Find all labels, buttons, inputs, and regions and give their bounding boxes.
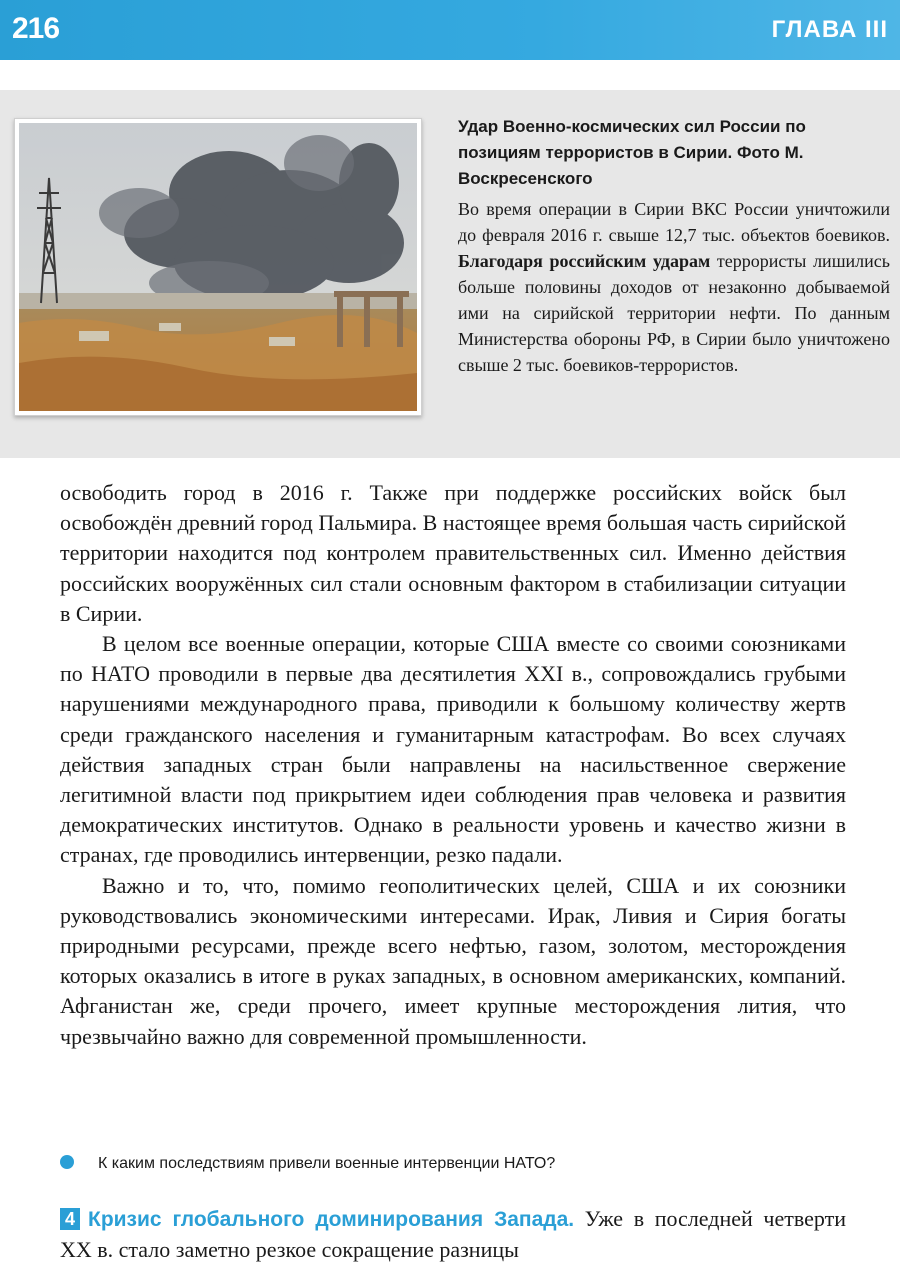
- caption-body-part-2: террористы лишились больше половины доходов от незаконно добываемой ими на сирийской территории нефти. По данным Министерства обороны РФ, в Сирии было уничтожено свыше 2 тыс. боевиков-террористов.: [458, 251, 890, 375]
- bullet-dot-icon: [60, 1155, 74, 1169]
- review-question: [60, 1152, 846, 1176]
- photo-airstrike-smoke: [19, 123, 417, 411]
- section-text: Уже в последней четверти XX в. стало заметно резкое сокращение разницы: [60, 1206, 846, 1262]
- caption-title: Удар Военно-космических сил России по позициям террористов в Сирии. Фото М. Воскресенского: [458, 117, 806, 188]
- caption-body-bold: Благодаря российским ударам: [458, 251, 711, 271]
- caption-body: [458, 196, 890, 378]
- section-number: 4: [60, 1208, 80, 1230]
- photo-frame: [14, 118, 422, 416]
- chapter-label: ГЛАВА III: [771, 16, 888, 43]
- question-text: К каким последствиям привели военные интервенции НАТО?: [98, 1155, 556, 1172]
- page-header: [0, 0, 900, 60]
- photo-panel: [0, 90, 900, 458]
- section-4: [60, 1204, 846, 1265]
- section-title: Кризис глобального доминирования Запада.: [88, 1208, 575, 1231]
- caption-body-part-1: Во время операции в Сирии ВКС России уничтожили до февраля 2016 г. свыше 12,7 тыс. объектов боевиков.: [458, 199, 890, 245]
- paragraph-2: В целом все военные операции, которые США вместе со своими союзниками по НАТО проводили в первые два десятилетия XXI в., сопровождались грубыми нарушениями международного права, приводили к большому количеству жертв среди гражданского населения и гуманитарным катастрофам. Во всех случаях действия западных стран были направлены на насильственное свержение легитимной власти под прикрытием идеи соблюдения прав человека и развития демократических институтов. Однако в реальности уровень и качество жизни в странах, где проводились интервенции, резко падали.: [60, 631, 846, 868]
- page-number: 216: [12, 12, 60, 45]
- paragraph-3: Важно и то, что, помимо геополитических целей, США и их союзники руководствовались экономическими интересами. Ирак, Ливия и Сирия богаты природными ресурсами, прежде всего нефтью, газом, золотом, месторождения которых оказались в итоге в руках западных, в основном американских, компаний. Афганистан же, среди прочего, имеет крупные месторождения лития, что чрезвычайно важно для современной промышленности.: [60, 872, 846, 1049]
- photo-caption: [458, 114, 890, 378]
- main-text: [60, 478, 846, 1052]
- paragraph-1: освободить город в 2016 г. Также при поддержке российских войск был освобождён древний город Пальмира. В настоящее время большая часть сирийской территории находится под контролем правительственных сил. Именно действия российских вооружённых сил стали основным фактором в стабилизации ситуации в Сирии.: [60, 480, 846, 626]
